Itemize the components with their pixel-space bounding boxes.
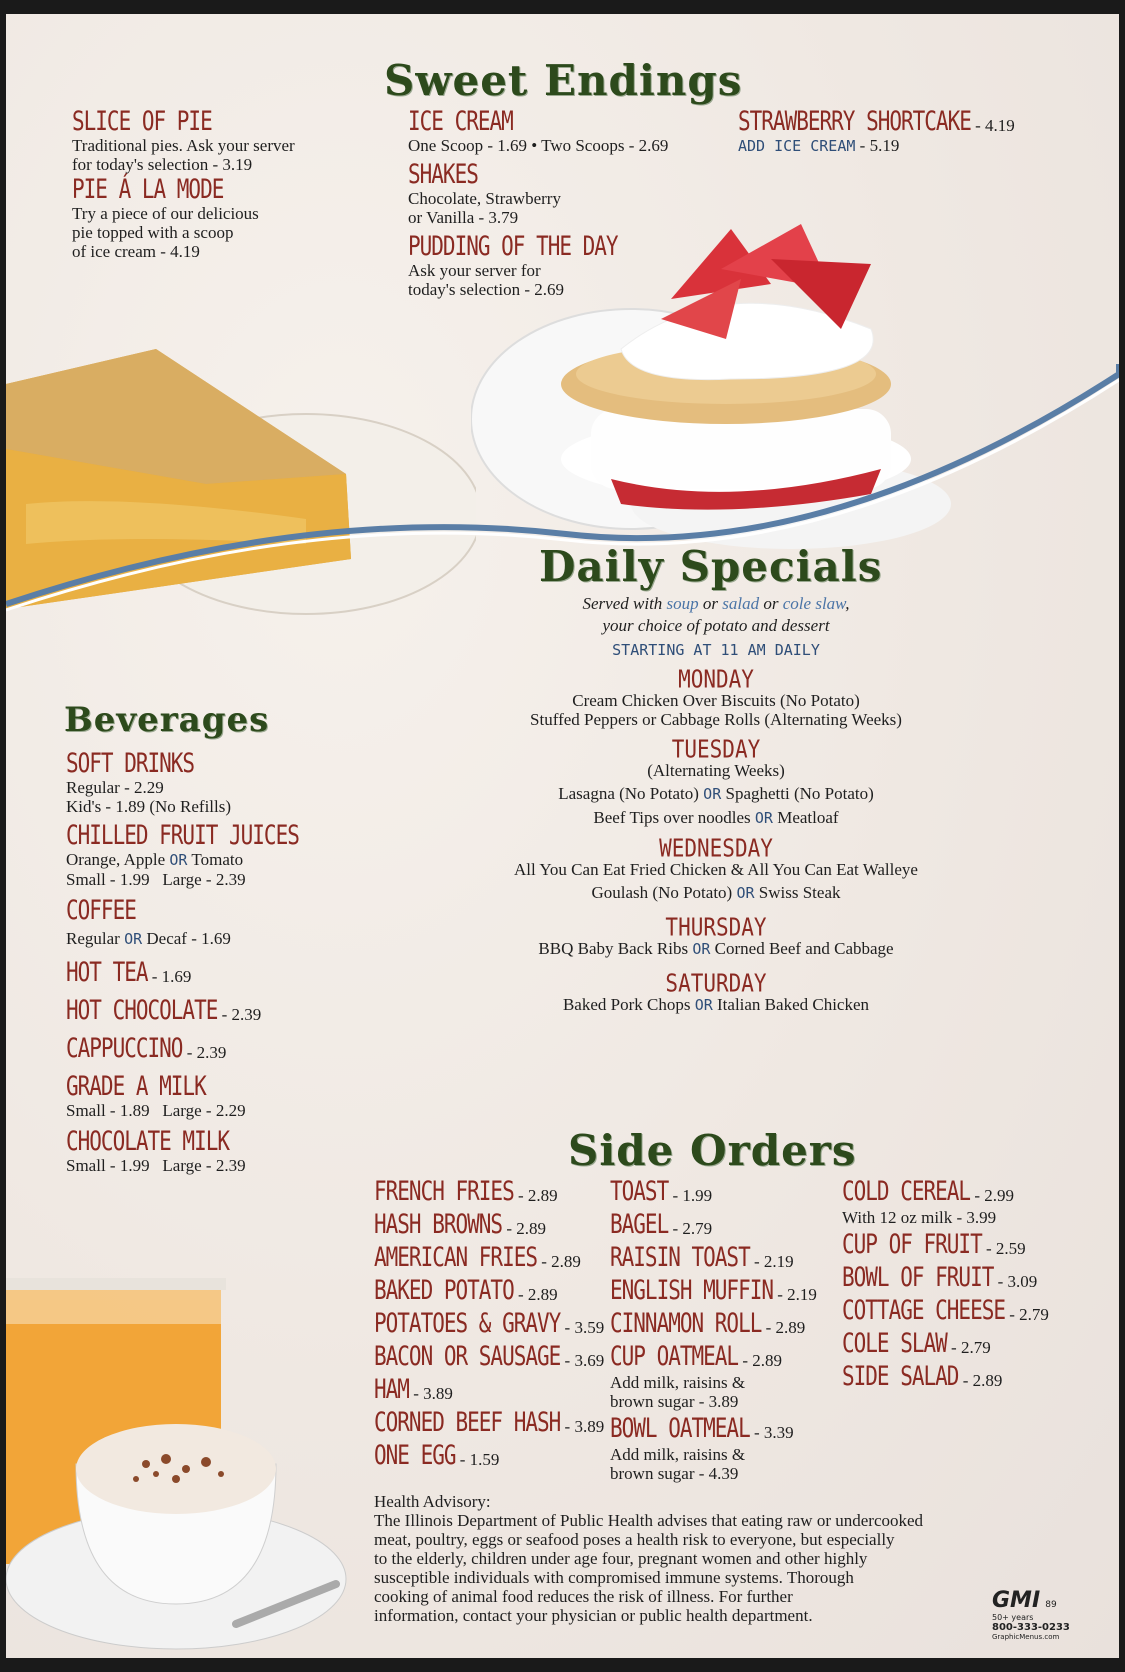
side-orders-col3: COLD CEREAL - 2.99 With 12 oz milk - 3.99 CUP OF FRUIT - 2.59 BOWL OF FRUIT - 3.09 COTTAGE CHEESE - 2.79 COLE SLAW - 2.79 SIDE SALAD - 2.89	[842, 1182, 1072, 1400]
item-desc: pie topped with a scoop	[72, 223, 234, 242]
health-advisory	[374, 1492, 1057, 1625]
item-name: ICE CREAM	[408, 106, 513, 136]
item-desc: One Scoop - 1.69 • Two Scoops - 2.69	[408, 136, 669, 155]
menu-item	[408, 231, 728, 299]
sweet-endings-col2	[408, 106, 728, 305]
logo-phone: 800-333-0233	[992, 1622, 1070, 1633]
beverage-item: HOT CHOCOLATE - 2.39	[66, 995, 262, 1025]
item-name: PUDDING OF THE DAY	[408, 231, 618, 261]
day-monday: MONDAY	[678, 664, 754, 694]
side-item: RAISIN TOAST - 2.19	[610, 1242, 794, 1272]
side-item: ONE EGG - 1.59	[374, 1440, 500, 1470]
special-line: (Alternating Weeks)	[647, 761, 785, 780]
side-item: CUP OF FRUIT - 2.59	[842, 1229, 1026, 1259]
beverage-item: COFFEE Regular OR Decaf - 1.69	[66, 895, 231, 948]
addon-name: ADD ICE CREAM	[738, 137, 856, 155]
side-item: FRENCH FRIES - 2.89	[374, 1176, 558, 1206]
starting-time: STARTING AT 11 AM DAILY	[612, 641, 820, 659]
daily-specials-title: Daily Specials	[539, 542, 883, 591]
beverage-item: CAPPUCCINO - 2.39	[66, 1033, 227, 1063]
side-item: HAM - 3.89	[374, 1374, 453, 1404]
special-line: Goulash (No Potato) OR Swiss Steak	[591, 883, 841, 902]
advisory-line: susceptible individuals with compromised immune systems. Thorough	[374, 1568, 854, 1587]
advisory-line: meat, poultry, eggs or seafood poses a health risk to everyone, but especially	[374, 1530, 895, 1549]
side-orders-col2: TOAST - 1.99 BAGEL - 2.79 RAISIN TOAST - 2.19 ENGLISH MUFFIN - 2.19 CINNAMON ROLL - 2.89 CUP OATMEAL - 2.89 Add milk, raisins & brown sugar - 3.89 BOWL OATMEAL - 3.39 Add milk, raisins & brown sugar - 4.39	[610, 1182, 830, 1483]
sweet-endings-title: Sweet Endings	[384, 56, 743, 105]
menu-page	[6, 14, 1119, 1658]
logo-years: 50+ years	[992, 1613, 1034, 1622]
special-line: Baked Pork Chops OR Italian Baked Chicken	[562, 995, 870, 1014]
item-desc: today's selection - 2.69	[408, 280, 565, 299]
logo-brand: GMI	[992, 1588, 1041, 1613]
sweet-endings-col1	[72, 106, 372, 267]
menu-item	[72, 174, 372, 261]
special-line: Cream Chicken Over Biscuits (No Potato)	[572, 691, 860, 710]
beverage-item: CHILLED FRUIT JUICES Orange, Apple OR Tomato Small - 1.99 Large - 2.39	[66, 820, 299, 889]
soup-option: soup	[666, 594, 699, 613]
item-name: SLICE OF PIE	[72, 106, 212, 136]
special-line: Beef Tips over noodles OR Meatloaf	[593, 808, 839, 827]
side-item: BOWL OF FRUIT - 3.09	[842, 1262, 1038, 1292]
item-desc: Ask your server for	[408, 261, 541, 280]
side-item: COTTAGE CHEESE - 2.79	[842, 1295, 1049, 1325]
menu-item	[738, 106, 1078, 136]
day-tuesday: TUESDAY	[671, 734, 761, 764]
item-desc: Traditional pies. Ask your server	[72, 136, 295, 155]
item-price: - 4.19	[970, 116, 1015, 135]
item-desc: Try a piece of our delicious	[72, 204, 259, 223]
menu-item-addon	[738, 136, 1078, 156]
day-wednesday: WEDNESDAY	[659, 833, 773, 863]
juice-and-cappuccino-illustration	[6, 1264, 366, 1658]
logo-year: 89	[1045, 1600, 1057, 1610]
item-desc: Chocolate, Strawberry	[408, 189, 561, 208]
side-item: BACON OR SAUSAGE - 3.69	[374, 1341, 605, 1371]
side-item: SIDE SALAD - 2.89	[842, 1361, 1003, 1391]
menu-item	[72, 106, 372, 174]
sweet-endings-col3	[738, 106, 1078, 156]
item-name: SHAKES	[408, 159, 478, 189]
menu-item	[408, 159, 728, 227]
special-line: BBQ Baby Back Ribs OR Corned Beef and Cabbage	[538, 939, 894, 958]
advisory-heading: Health Advisory:	[374, 1492, 491, 1511]
special-line: All You Can Eat Fried Chicken & All You Can Eat Walleye	[514, 860, 918, 879]
beverages-title: Beverages	[64, 700, 270, 740]
side-item: POTATOES & GRAVY - 3.59	[374, 1308, 605, 1338]
menu-item	[408, 106, 728, 155]
daily-specials-block	[426, 594, 1006, 1015]
slaw-option: cole slaw	[782, 594, 846, 613]
advisory-line: information, contact your physician or public health department.	[374, 1606, 813, 1625]
item-name: STRAWBERRY SHORTCAKE	[738, 106, 971, 136]
item-name: PIE Á LA MODE	[72, 174, 224, 204]
item-desc: for today's selection - 3.19	[72, 155, 253, 174]
side-orders-col1	[374, 1176, 605, 1479]
beverage-item: GRADE A MILK Small - 1.89 Large - 2.29	[66, 1071, 246, 1120]
served-with-line-2: your choice of potato and dessert	[602, 616, 830, 635]
side-item: CINNAMON ROLL - 2.89	[610, 1308, 806, 1338]
advisory-line: cooking of animal food reduces the risk of illness. For further	[374, 1587, 793, 1606]
beverage-item: SOFT DRINKS Regular - 2.29 Kid's - 1.89 (No Refills)	[66, 748, 232, 816]
item-desc: or Vanilla - 3.79	[408, 208, 519, 227]
day-thursday: THURSDAY	[665, 912, 767, 942]
side-orders-title: Side Orders	[568, 1126, 857, 1175]
beverage-item: CHOCOLATE MILK Small - 1.99 Large - 2.39	[66, 1126, 246, 1175]
side-item: COLD CEREAL - 2.99	[842, 1176, 1014, 1206]
beverage-item: HOT TEA - 1.69	[66, 957, 192, 987]
addon-price: - 5.19	[855, 136, 900, 155]
side-item: AMERICAN FRIES - 2.89	[374, 1242, 581, 1272]
side-item: BAGEL - 2.79	[610, 1209, 713, 1239]
side-item: HASH BROWNS - 2.89	[374, 1209, 546, 1239]
side-item: BOWL OATMEAL - 3.39	[610, 1413, 794, 1443]
salad-option: salad	[722, 594, 760, 613]
advisory-line: The Illinois Department of Public Health advises that eating raw or undercooked	[374, 1511, 924, 1530]
side-item: CUP OATMEAL - 2.89	[610, 1341, 782, 1371]
special-line: Lasagna (No Potato) OR Spaghetti (No Potato)	[558, 784, 874, 803]
side-item: ENGLISH MUFFIN - 2.19	[610, 1275, 817, 1305]
special-line: Stuffed Peppers or Cabbage Rolls (Alternating Weeks)	[530, 710, 902, 729]
beverages-list	[66, 748, 366, 1181]
gmi-logo	[992, 1588, 1092, 1641]
side-item: BAKED POTATO - 2.89	[374, 1275, 558, 1305]
day-saturday: SATURDAY	[665, 968, 767, 998]
side-item: CORNED BEEF HASH - 3.89	[374, 1407, 605, 1437]
side-item: COLE SLAW - 2.79	[842, 1328, 991, 1358]
side-item: TOAST - 1.99	[610, 1176, 713, 1206]
logo-site: GraphicMenus.com	[992, 1633, 1060, 1641]
advisory-line: to the elderly, children under age four, pregnant women and other highly	[374, 1549, 868, 1568]
served-with-line: Served with soup or salad or cole slaw,	[582, 594, 850, 613]
item-desc: of ice cream - 4.19	[72, 242, 200, 261]
